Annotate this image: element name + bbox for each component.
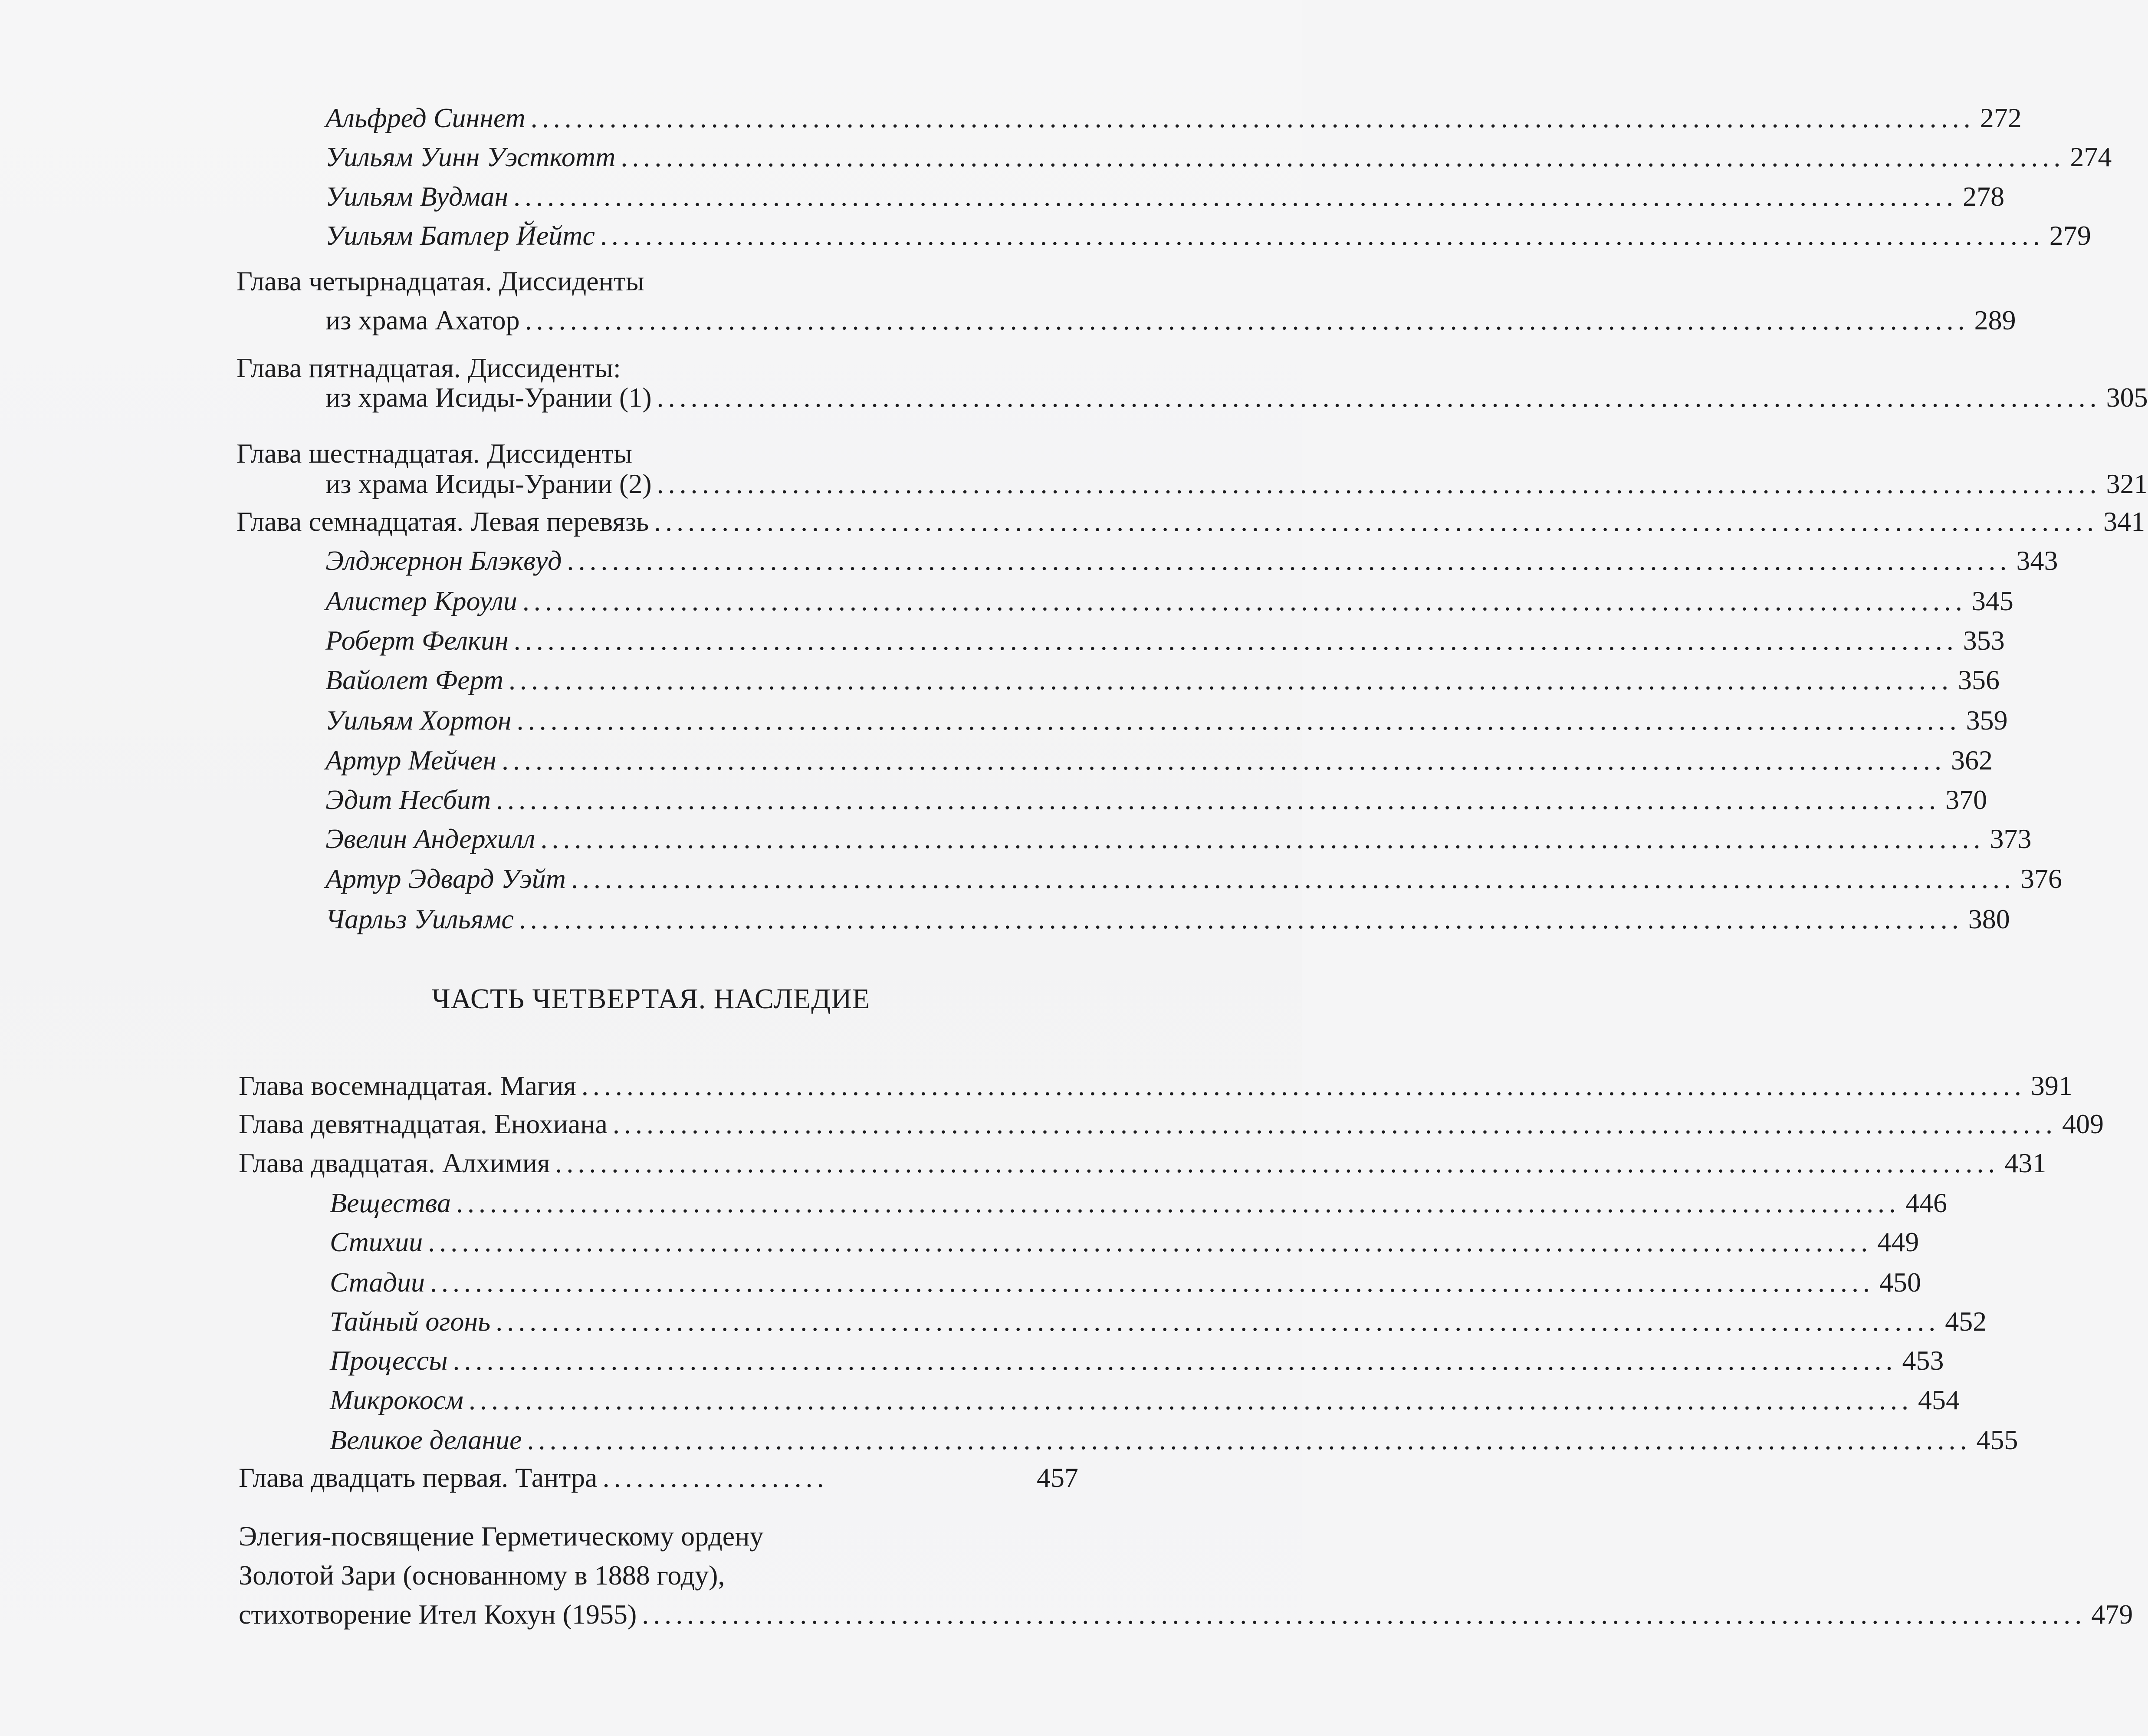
toc-entry-page: 359	[1966, 705, 2008, 736]
toc-entry-page: 431	[2004, 1147, 2046, 1178]
toc-entry	[325, 861, 2062, 896]
toc-entry	[330, 1186, 1947, 1220]
toc-entry-title: Тайный огонь	[330, 1306, 491, 1337]
toc-entry-title: Уильям Хортон	[325, 705, 512, 736]
toc-entry	[325, 663, 2000, 697]
toc-entry-page: 452	[1945, 1306, 1987, 1337]
toc-entry-page: 373	[1990, 823, 2032, 854]
toc-entry-page: 305	[2106, 382, 2148, 413]
toc-entry-title: из храма Исиды-Урании (2)	[325, 468, 652, 499]
toc-leader-dots: ................................................................................................................................	[516, 705, 1961, 736]
toc-entry	[325, 140, 2112, 174]
toc-entry-page: 380	[1968, 904, 2010, 934]
toc-entry-title: Чарльз Уильямс	[325, 904, 514, 934]
toc-entry-page: 370	[1945, 784, 1987, 815]
toc-entry	[325, 902, 2010, 937]
toc-entry-title: Великое делание	[330, 1424, 522, 1455]
toc-entry	[330, 1343, 1944, 1378]
toc-entry-page: 446	[1905, 1187, 1947, 1218]
part-heading: ЧАСТЬ ЧЕТВЕРТАЯ. НАСЛЕДИЕ	[431, 983, 870, 1015]
toc-entry-title: Эдит Несбит	[325, 784, 491, 815]
toc-leader-dots: ................................................................................................................................	[453, 1345, 1897, 1376]
chapter-title: Глава четырнадцатая. Диссиденты	[236, 266, 644, 296]
toc-entry	[325, 101, 2022, 135]
toc-entry	[239, 1069, 2072, 1103]
toc-entry-page: 321	[2106, 468, 2148, 499]
toc-entry-page: 450	[1879, 1267, 1921, 1298]
toc-leader-dots: ................................................................................................................................	[527, 1424, 1971, 1455]
toc-leader-dots: ................................................................................................................................	[571, 863, 2015, 894]
toc-entry-title: Вайолет Ферт	[325, 664, 504, 695]
toc-entry	[325, 218, 2091, 253]
toc-entry	[239, 1107, 2104, 1141]
toc-entry-page: 449	[1877, 1226, 1919, 1257]
toc-leader-dots: ................................................................................................................................	[519, 904, 1963, 934]
toc-entry	[325, 783, 1987, 817]
toc-entry-page: 362	[1951, 745, 1993, 776]
chapter-title: Глава шестнадцатая. Диссиденты	[236, 438, 632, 469]
toc-entry-page: 274	[2070, 141, 2112, 172]
toc-leader-dots: ................................................................................................................................	[513, 181, 1958, 212]
toc-entry-title: Роберт Фелкин	[325, 625, 509, 656]
elegy-title-line: Золотой Зари (основанному в 1888 году),	[239, 1560, 725, 1591]
toc-entry-page: 345	[1971, 585, 2013, 616]
toc-leader-dots: ................................................................................................................................	[525, 305, 1969, 335]
toc-leader-dots: ................................................................................................................................	[513, 625, 1958, 656]
toc-entry	[239, 1146, 2046, 1180]
toc-leader-dots: ................................................................................................................................	[456, 1187, 1900, 1218]
toc-entry-page: 479	[2091, 1599, 2133, 1630]
toc-entry	[236, 504, 2145, 539]
toc-leader-dots: ................................................................................................................................	[612, 1108, 2057, 1139]
toc-entry	[239, 1597, 2133, 1632]
toc-entry-title: из храма Ахатор	[325, 305, 520, 335]
toc-entry-title: Уильям Батлер Йейтс	[325, 220, 595, 251]
chapter-title: Глава пятнадцатая. Диссиденты:	[236, 352, 621, 383]
toc-entry-title: Элджернон Блэквуд	[325, 545, 562, 576]
toc-entry-page: 376	[2020, 863, 2062, 894]
toc-leader-dots: ................................................................................................................................	[567, 545, 2011, 576]
toc-leader-dots: ................................................................................................................................	[530, 102, 1975, 133]
toc-entry-page: 457	[1037, 1462, 1078, 1493]
toc-entry-page: 356	[1958, 664, 2000, 695]
toc-leader-dots: ................................................................................................................................	[496, 1306, 1940, 1337]
toc-entry-page: 279	[2049, 220, 2091, 251]
toc-leader-dots: ................................................................................................................................	[657, 468, 2101, 499]
toc-entry-page: 341	[2103, 506, 2145, 537]
toc-entry	[325, 743, 1993, 778]
toc-entry-page: 391	[2030, 1070, 2072, 1101]
toc-entry	[330, 1423, 2018, 1457]
toc-entry-title: Артур Эдвард Уэйт	[325, 863, 566, 894]
toc-entry	[330, 1265, 1921, 1300]
toc-entry-page: 343	[2016, 545, 2058, 576]
toc-entry-page: 353	[1963, 625, 2005, 656]
toc-entry-title: Глава семнадцатая. Левая перевязь	[236, 506, 649, 537]
toc-leader-dots: ................................................................................................................................	[600, 220, 2044, 251]
toc-leader-dots: ................................................................................................................................	[555, 1147, 2000, 1178]
toc-entry-title: Альфред Синнет	[325, 102, 526, 133]
toc-entry	[325, 179, 2005, 214]
toc-entry-title: Артур Мейчен	[325, 745, 496, 776]
toc-entry-page: 289	[1974, 305, 2016, 335]
toc-leader-dots: ................................................................................................................................	[654, 506, 2099, 537]
toc-entry-title: Глава двадцатая. Алхимия	[239, 1147, 550, 1178]
toc-leader-dots: ................................................................................................................................	[501, 745, 1946, 776]
toc-entry-title: Процессы	[330, 1345, 448, 1376]
elegy-title-line: Элегия-посвящение Герметическому ордену	[239, 1521, 764, 1552]
toc-entry-page: 409	[2062, 1108, 2104, 1139]
toc-entry	[325, 584, 2013, 618]
toc-entry	[325, 380, 2148, 415]
toc-entry	[325, 543, 2058, 578]
toc-leader-dots: ................................................................................................................................	[522, 585, 1967, 616]
toc-entry	[330, 1304, 1987, 1339]
toc-entry-title: Алистер Кроули	[325, 585, 517, 616]
toc-entry-title: из храма Исиды-Урании (1)	[325, 382, 652, 413]
toc-entry-title: Вещества	[330, 1187, 451, 1218]
toc-entry-page: 454	[1918, 1384, 1960, 1415]
toc-entry-page: 453	[1902, 1345, 1944, 1376]
toc-leader-dots: ....................	[602, 1462, 828, 1493]
toc-entry-title: стихотворение Ител Кохун (1955)	[239, 1599, 637, 1630]
toc-entry	[330, 1225, 1919, 1259]
toc-leader-dots: ................................................................................................................................	[642, 1599, 2086, 1630]
toc-leader-dots: ................................................................................................................................	[428, 1226, 1872, 1257]
toc-entry-title: Уильям Вудман	[325, 181, 509, 212]
toc-leader-dots: ................................................................................................................................	[430, 1267, 1874, 1298]
toc-leader-dots: ................................................................................................................................	[540, 823, 1985, 854]
toc-entry	[325, 467, 2148, 501]
toc-entry	[330, 1383, 1960, 1417]
toc-entry-title: Эвелин Андерхилл	[325, 823, 535, 854]
toc-leader-dots: ................................................................................................................................	[581, 1070, 2026, 1101]
toc-entry	[325, 623, 2005, 658]
toc-entry	[325, 822, 2032, 856]
toc-leader-dots: ................................................................................................................................	[469, 1384, 1913, 1415]
toc-entry-page: 455	[1976, 1424, 2018, 1455]
toc-entry	[325, 303, 2016, 338]
toc-entry	[325, 703, 2008, 738]
toc-leader-dots: ................................................................................................................................	[657, 382, 2101, 413]
toc-entry-title: Глава восемнадцатая. Магия	[239, 1070, 576, 1101]
toc-entry-title: Микрокосм	[330, 1384, 463, 1415]
toc-entry-page: 278	[1963, 181, 2005, 212]
toc-leader-dots: ................................................................................................................................	[509, 664, 1953, 695]
toc-entry-title: Уильям Уинн Уэсткотт	[325, 141, 616, 172]
toc-entry-page: 272	[1980, 102, 2022, 133]
toc-entry	[239, 1460, 1078, 1495]
toc-leader-dots: ................................................................................................................................	[621, 141, 2065, 172]
toc-leader-dots: ................................................................................................................................	[496, 784, 1941, 815]
toc-entry-title: Глава девятнадцатая. Енохиана	[239, 1108, 608, 1139]
toc-entry-title: Глава двадцать первая. Тантра	[239, 1462, 598, 1493]
toc-entry-title: Стадии	[330, 1267, 425, 1298]
toc-entry-title: Стихии	[330, 1226, 423, 1257]
